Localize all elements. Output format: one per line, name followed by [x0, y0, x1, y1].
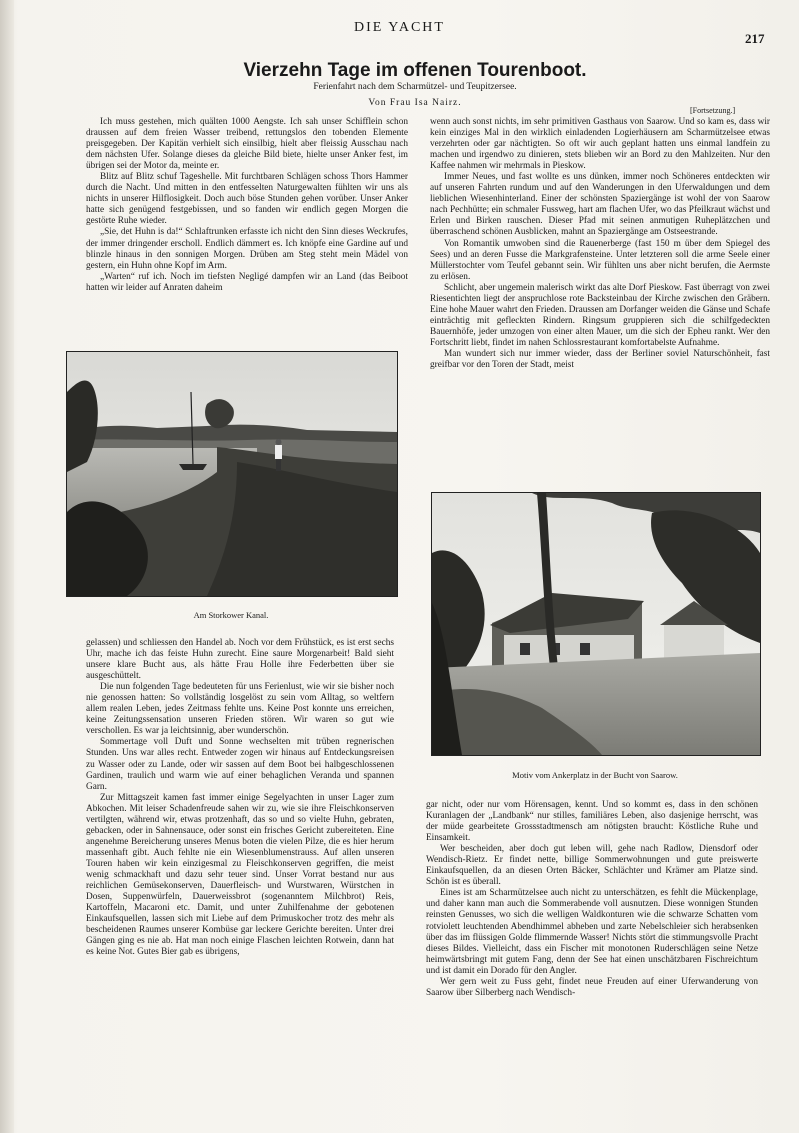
paragraph: Blitz auf Blitz schuf Tageshelle. Mit furchtbaren Schlägen schoss Thors Hammer durch die Nacht. Und mitten in den entfesselten Naturgewalten fühlten wir uns als nichts in unserer Hilflosigkeit. Doch auch böse Stunden gehen vorüber. Unser Anker hatte sich genügend festgebissen, und so fanden wir endlich gegen Morgen die gestörte Ruhe wieder.	[86, 172, 408, 227]
running-head: DIE YACHT	[354, 20, 445, 35]
photo-ankerplatz-saarow	[431, 492, 761, 756]
paragraph: gelassen) und schliessen den Handel ab. Noch vor dem Frühstück, es ist erst sechs Uhr, mache ich das feiste Huhn zurecht. Eine saure Morgenarbeit! Bald sieht unsere klare Bucht aus, als hätte Frau Holle ihre Federbetten über sie ausgeschüttelt.	[86, 638, 394, 682]
paragraph: „Warten“ ruf ich. Noch im tiefsten Negligé dampfen wir an Land (das Beiboot hatten wir leider auf Anraten daheim	[86, 271, 408, 293]
column-1-bottom	[86, 638, 394, 1096]
paragraph: gar nicht, oder nur vom Hörensagen, kennt. Und so kommt es, dass in den schönen Kuranlagen der „Landbank“ nur stilles, familiäres Leben, also dasjenige herrscht, was der müde gearbeitete Grossstadtmensch am nötigsten braucht: Köstliche Ruhe und Einsamkeit.	[426, 800, 758, 844]
paragraph: Eines ist am Scharmützelsee auch nicht zu unterschätzen, es fehlt die Mückenplage, und daher kann man auch die Sommerabende voll ausnutzen. Diese wonnigen Stunden reinsten Genusses, wo sich die welligen Waldkonturen wie die schwarze Schatten vom rotviolett leuchtenden Abendhimmel abheben und zarte Nebelschleier sich herabsenken über das im flüssigen Golde flimmernde Wasser! Nichts stört die stimmungsvolle Pracht dieses Bildes. Vielleicht, dass ein Fischer mit monotonen Ruderschlägen seine Netze heimwärtsbringt mit gutem Fang, denn der See hat einen unschätzbaren Fischreichtum und ist damit ein Dorado für den Angler.	[426, 888, 758, 976]
photo-image	[432, 493, 760, 755]
paragraph: Ich muss gestehen, mich quälten 1000 Aengste. Ich sah unser Schifflein schon draussen auf dem freien Wasser treibend, rettungslos den tobenden Elemente preisgegeben. Der Kapitän verhielt sich einsilbig, hielt aber fleissig Ausschau nach dem nächsten Ufer. Solange dieses da gleiche Bild biete, hielte unser Anker fest, im übrigen sei der Motor da, meinte er.	[86, 117, 408, 172]
photo-caption: Am Storkower Kanal.	[193, 610, 269, 620]
continued-note: [Fortsetzung.]	[690, 106, 736, 115]
paragraph: Von Romantik umwoben sind die Rauenerberge (fast 150 m über dem Spiegel des Sees) und an deren Fusse die Markgrafensteine. Unter letzteren soll die arme Seele einer Müllerstochter vom Teufel gebannt sein. Wir fühlten uns aber nicht berufen, die Aermste zu erlösen.	[430, 238, 770, 282]
paragraph: Zur Mittagszeit kamen fast immer einige Segelyachten in unser Lager zum Abkochen. Mit leiser Schadenfreude sahen wir zu, wie sie ihre Fleischkonserven vertilgten, während wir, etwas protzenhaft, das so und so vielte Huhn, gebraten, gebacken, oder in Sahnensauce, oder sonst ein frisches Gericht zubereiteten. Eine angenehme Bereicherung unseres Menus boten die vielen Pilze, die es hier herum massenhaft gibt. Auch fehlte nie ein Wiesenblumenstrauss. Auf allen unseren Touren haben wir kein einzigesmal zu Fleischkonserven gegriffen, die meist wenig schmackhaft und dazu sehr teuer sind. Unser Vorrat bestand nur aus reichlichen Gemüsekonserven, Dauerfleisch- und Wurstwaren, Würstchen in Dosen, Suppenwürfeln, Dauerweissbrot (sogenanntem Milchbrot) Reis, Kartoffeln, Macaroni etc. Damit, und unter Zuhilfenahme der gebotenen Einkaufsquellen, lassen sich mit Liebe auf dem Primuskocher trotz des mehr als bescheidenen Raumes unserer Kombüse gar leckere Gerichte bereiten. Unter drei Gängen ging es nie ab. Hat man noch einige Flaschen leichten Rotwein, dann hat es keine Not. Gutes Bier gab es übrigens,	[86, 792, 394, 958]
article-subtitle: Ferienfahrt nach dem Scharmützel- und Teupitzersee.	[313, 82, 517, 92]
paragraph: Die nun folgenden Tage bedeuteten für uns Ferienlust, wie wir sie bisher noch nie genossen hatten: So vollständig losgelöst zu sein vom Alltag, so weltfern allem realen Leben, jedes Zeitmass fehlte uns. Keine Post konnte uns erreichen, keine Zeitungssensation unseren Frieden stören. Wir waren so gut wie verschollen. Es war ja leichtsinnig, aber wunderschön.	[86, 682, 394, 737]
photo-image	[67, 352, 397, 596]
column-2-top	[430, 117, 770, 482]
paragraph: Man wundert sich nur immer wieder, dass der Berliner soviel Naturschönheit, fast greifbar vor den Toren der Stadt, meist	[430, 348, 770, 371]
photo-storkower-kanal	[66, 351, 398, 597]
article-title: Vierzehn Tage im offenen Tourenboot.	[243, 60, 587, 81]
paragraph: „Sie, det Huhn is da!“ Schlaftrunken erfasste ich nicht den Sinn dieses Weckrufes, der immer dringender erscholl. Endlich dämmert es. Ich knöpfe eine Gardine auf und blinzle hinaus in den sonnigen Morgen. Drüben am Steg steht mein Mädel von gestern, ein Huhn ohne Kopf im Arm.	[86, 227, 408, 271]
paragraph: wenn auch sonst nichts, im sehr primitiven Gasthaus von Saarow. Und so kam es, dass wir kein einziges Mal in den wirklich einladenden Logierhäusern am Scharmützelsee etwas verzehrten oder gar nächtigten. So oft wir auch geplant hatten uns einmal landfein zu machen und irgendwo zu dinieren, stets blieben wir an Bord zu den Mahlzeiten. Nur den Kaffee nahmen wir mehrmals in Pieskow.	[430, 117, 770, 172]
column-1-top	[86, 117, 408, 355]
paragraph: Wer bescheiden, aber doch gut leben will, gehe nach Radlow, Diensdorf oder Wendisch-Rietz. Er findet nette, billige Sommerwohnungen und gute preiswerte Einkaufsquellen, da an diesen Orten Bäcker, Schlächter und Krämer am Platze sind. Schön ist es überall.	[426, 844, 758, 888]
page-binding-shadow	[0, 0, 14, 1133]
paragraph: Schlicht, aber ungemein malerisch wirkt das alte Dorf Pieskow. Fast überragt von zwei Riesentichten liegt der anspruchlose rote Backsteinbau der Kirche zwischen den Gräbern. Eine hohe Mauer wahrt den Frieden. Draussen am Dorfanger weiden die Gänse und Schafe einträchtig mit gefleckten Rindern. Ringsum gruppieren sich die schilfgedeckten Bauernhöfe, jeder umzogen von einer alten Mauer, um die sich der Epheu rankt. Wer den Fortschritt liebt, findet im nahen Schlossrestaurant komfortabelste Aufnahme.	[430, 282, 770, 348]
page-number: 217	[745, 31, 765, 46]
paragraph: Wer gern weit zu Fuss geht, findet neue Freuden auf einer Uferwanderung von Saarow über Silberberg nach Wendisch-	[426, 976, 758, 998]
paragraph: Sommertage voll Duft und Sonne wechselten mit trüben regnerischen Stunden. Uns war alles recht. Entweder zogen wir hinaus auf Entdeckungsreisen zu Wasser oder zu Lande, oder wir sassen auf dem Boot bei halbgeschlossenen Gardinen, traulich und warm wie auf einer behaglichen Veranda und spannen Garn.	[86, 737, 394, 792]
photo-caption: Motiv vom Ankerplatz in der Bucht von Saarow.	[512, 770, 678, 780]
column-2-bottom	[426, 800, 758, 1098]
paragraph: Immer Neues, und fast wollte es uns dünken, immer noch Schöneres entdeckten wir auf unseren Fahrten rundum und auf den Wanderungen in den Uferwaldungen und dem lieblichen Wiesenhinterland. Einer der schönsten Spaziergänge ist wohl der von Saarow nach Pechhütte; ein schmaler Fussweg, hart am flachen Ufer, wo das Pfeilkraut wächst und Erlen und Birken rauschen. Dieser Pfad mit seinen anmutigen Ruheplätzchen und überraschend schönen Ausblicken, mahnt an Spaziergänge am Ostseestrande.	[430, 172, 770, 238]
article-byline: Von Frau Isa Nairz.	[368, 98, 462, 108]
